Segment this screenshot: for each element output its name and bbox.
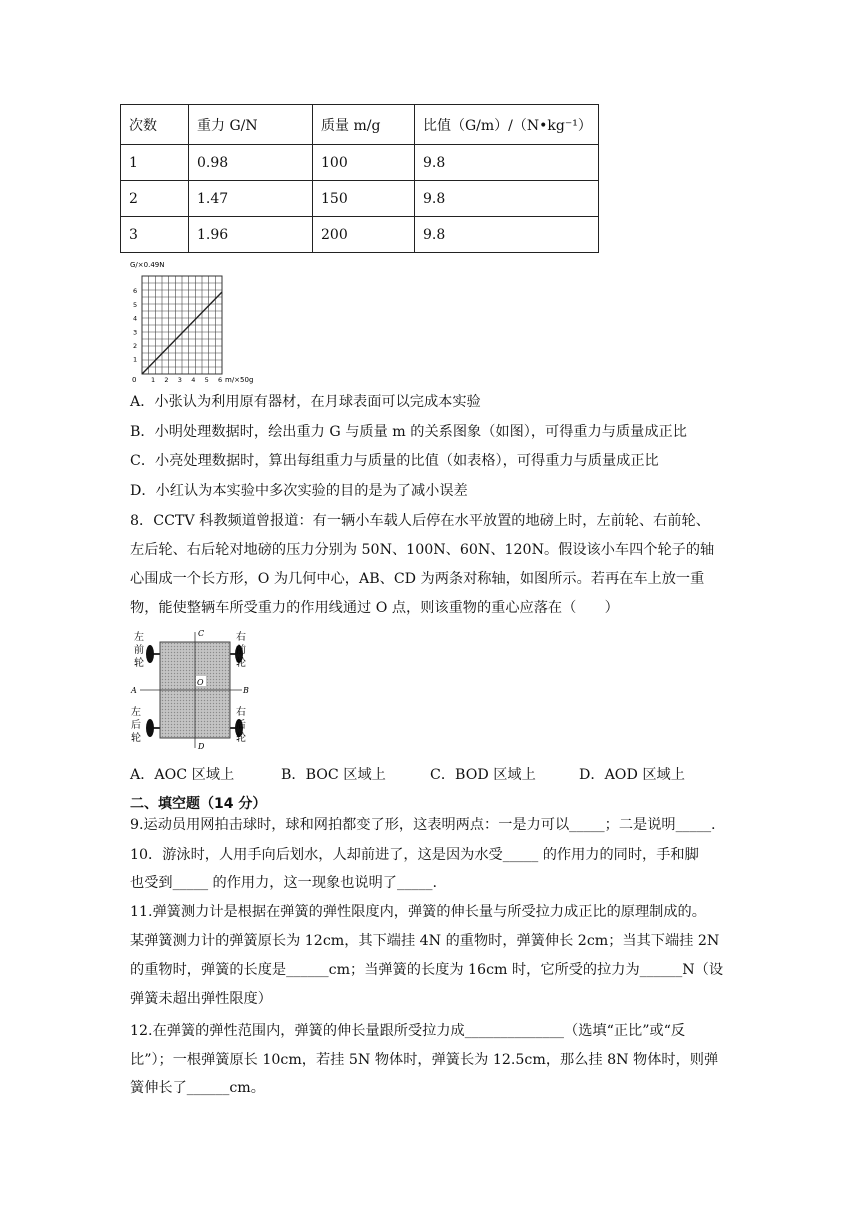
x-tick: 5 [204, 376, 209, 384]
table-header-cell: 比值（G/m）/（N•kg⁻¹） [415, 105, 599, 145]
question-line: 弹簧未超出弹性限度） [130, 991, 272, 1007]
table-cell: 3 [121, 217, 189, 253]
y-tick: 6 [133, 287, 138, 296]
right-rear-label: 右 [236, 707, 246, 718]
left-rear-label: 左 [131, 707, 141, 718]
x-tick: 3 [177, 376, 182, 384]
q7-option-b: B．小明处理数据时，绘出重力 G 与质量 m 的关系图象（如图），可得重力与质量成正比 [130, 424, 687, 440]
table-cell: 1 [121, 145, 189, 181]
y-tick: 5 [133, 300, 138, 309]
right-rear-label: 轮 [236, 733, 246, 744]
question-line: 9.运动员用网拍击球时，球和网拍都变了形，这表明两点：一是力可以_____；二是说明_____. [130, 817, 716, 833]
q8-option-c: C．BOD 区域上 [430, 767, 536, 783]
q8-option-d: D．AOD 区域上 [579, 767, 685, 783]
x-axis-label: m/×50g [225, 376, 254, 384]
x-tick: 6 [218, 376, 223, 384]
q8-text-line: 8．CCTV 科教频道曾报道：有一辆小车载人后停在水平放置的地磅上时，左前轮、右前轮、 [130, 513, 710, 529]
label-c: C [198, 629, 205, 638]
question-line: 某弹簧测力计的弹簧原长为 12cm，其下端挂 4N 的重物时，弹簧伸长 2cm；当其下端挂 2N [130, 933, 720, 949]
label-o: O [197, 678, 204, 687]
table-cell: 0.98 [189, 145, 313, 181]
gravity-mass-graph [126, 258, 266, 386]
right-front-label: 轮 [236, 658, 246, 669]
q8-text-line: 物，能使整辆车所受重力的作用线通过 O 点，则该重物的重心应落在（ ） [130, 600, 619, 616]
table-cell: 100 [313, 145, 415, 181]
q7-option-a: A．小张认为利用原有器材，在月球表面可以完成本实验 [130, 394, 481, 410]
left-front-label: 轮 [134, 658, 144, 669]
table-cell: 200 [313, 217, 415, 253]
q8-option-b: B．BOC 区域上 [281, 767, 386, 783]
table-row [121, 181, 599, 217]
q7-option-c: C．小亮处理数据时，算出每组重力与质量的比值（如表格），可得重力与质量成正比 [130, 453, 659, 469]
question-line: 也受到_____ 的作用力，这一现象也说明了_____. [130, 875, 437, 891]
y-tick: 4 [133, 314, 138, 323]
table-header-cell: 质量 m/g [313, 105, 415, 145]
question-line: 10．游泳时，人用手向后划水，人却前进了，这是因为水受_____ 的作用力的同时，手和脚 [130, 847, 699, 863]
origin-label: 0 [132, 376, 137, 384]
table-header-cell: 重力 G/N [189, 105, 313, 145]
q8-text-line: 左后轮、右后轮对地磅的压力分别为 50N、100N、60N、120N。假设该小车四个轮子的轴 [130, 542, 715, 558]
q7-option-d: D．小红认为本实验中多次实验的目的是为了减小误差 [130, 483, 468, 499]
left-front-wheel [146, 645, 154, 663]
x-tick: 2 [164, 376, 169, 384]
y-axis-label: G/×0.49N [130, 261, 165, 269]
left-rear-wheel [146, 719, 154, 737]
left-front-label: 前 [134, 645, 144, 656]
right-rear-label: 后 [236, 720, 246, 731]
table-header-cell: 次数 [121, 105, 189, 145]
left-rear-label: 轮 [131, 733, 141, 744]
right-front-label: 右 [236, 632, 246, 643]
car-diagram [126, 628, 256, 752]
section-title: 二、填空题（14 分） [130, 796, 267, 812]
data-table [120, 104, 599, 253]
table-cell: 2 [121, 181, 189, 217]
q8-option-a: A．AOC 区域上 [130, 767, 235, 783]
table-cell: 9.8 [415, 145, 599, 181]
table-row [121, 145, 599, 181]
graph-grid [142, 276, 222, 374]
left-front-label: 左 [134, 632, 144, 643]
right-front-label: 前 [236, 645, 246, 656]
x-tick: 4 [191, 376, 196, 384]
table-header-row [121, 105, 599, 145]
table-cell: 1.96 [189, 217, 313, 253]
question-line: 比”）；一根弹簧原长 10cm，若挂 5N 物体时，弹簧长为 12.5cm，那么挂 8N 物体时，则弹 [130, 1052, 719, 1068]
question-line: 的重物时，弹簧的长度是______cm；当弹簧的长度为 16cm 时，它所受的拉力为______N（设 [130, 962, 724, 978]
y-tick: 1 [133, 355, 138, 364]
question-line: 11.弹簧测力计是根据在弹簧的弹性限度内，弹簧的伸长量与所受拉力成正比的原理制成的。 [130, 904, 706, 920]
table-cell: 9.8 [415, 181, 599, 217]
q8-text-line: 心围成一个长方形，O 为几何中心，AB、CD 为两条对称轴，如图所示。若再在车上放一重 [130, 571, 705, 587]
y-tick: 2 [133, 342, 138, 350]
question-line: 12.在弹簧的弹性范围内，弹簧的伸长量跟所受拉力成______________（选填“正比”或“反 [130, 1023, 686, 1039]
x-tick: 1 [151, 376, 156, 384]
question-line: 簧伸长了______cm。 [130, 1080, 265, 1096]
y-tick: 3 [133, 328, 138, 337]
table-row [121, 217, 599, 253]
table-cell: 1.47 [189, 181, 313, 217]
label-a: A [131, 686, 137, 695]
table-cell: 150 [313, 181, 415, 217]
label-b: B [243, 686, 249, 695]
left-rear-label: 后 [131, 720, 141, 731]
table-cell: 9.8 [415, 217, 599, 253]
label-d: D [198, 742, 205, 751]
